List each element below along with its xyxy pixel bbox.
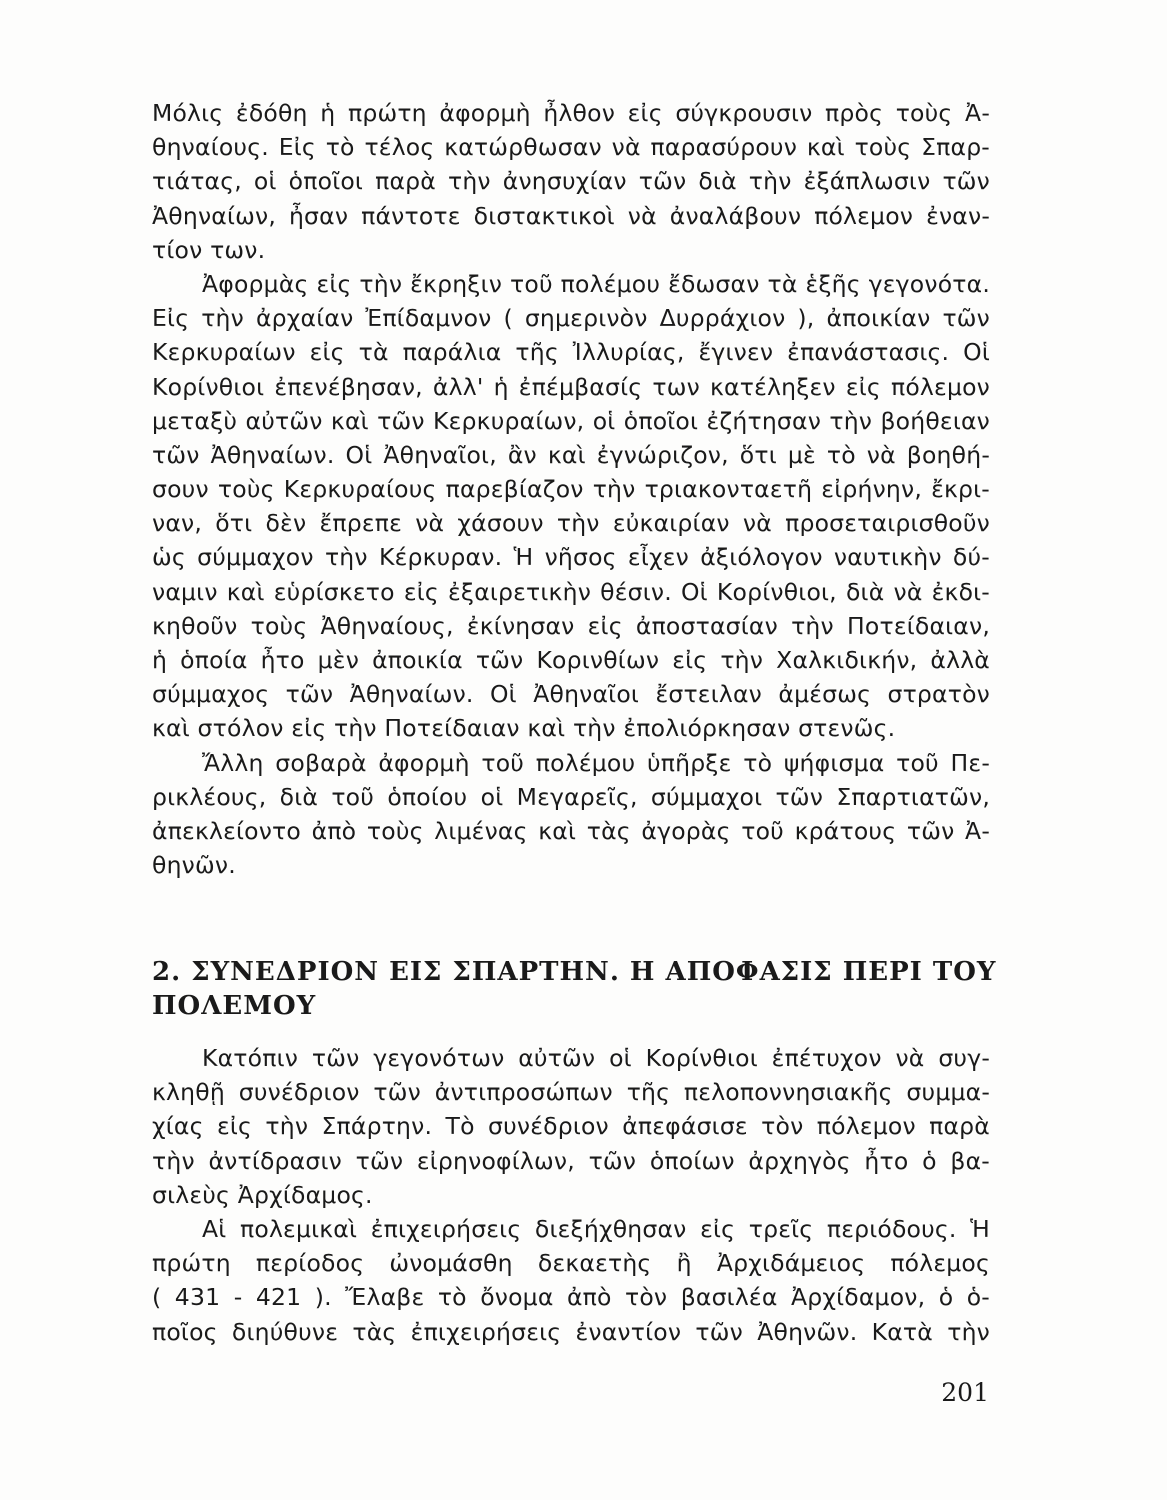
text-line: καὶ στόλον εἰς τὴν Ποτείδαιαν καὶ τὴν ἐπολιόρκησαν στενῶς. (152, 714, 896, 743)
text-line: ρικλέους, διὰ τοῦ ὁποίου οἱ Μεγαρεῖς, σύμμαχοι τῶν Σπαρτιατῶν, (152, 782, 990, 811)
text-line: θηνῶν. (152, 851, 236, 880)
page-number: 201 (941, 1378, 989, 1407)
text-line: τὴν ἀντίδρασιν τῶν εἰρηνοφίλων, τῶν ὁποίων ἀρχηγὸς ἦτο ὁ βα- (152, 1146, 990, 1175)
text-line: Εἰς τὴν ἀρχαίαν Ἐπίδαμνον ( σημερινὸν Δυρράχιον ), ἀποικίαν τῶν (152, 304, 990, 333)
text-line: σιλεὺς Ἀρχίδαμος. (152, 1180, 373, 1209)
text-line: τῶν Ἀθηναίων. Οἱ Ἀθηναῖοι, ἂν καὶ ἐγνώριζον, ὅτι μὲ τὸ νὰ βοηθή- (152, 440, 990, 469)
text-line: πρώτη περίοδος ὠνομάσθη δεκαετὴς ἢ Ἀρχιδάμειος πόλεμος (152, 1249, 990, 1278)
text-line: τιάτας, οἱ ὁποῖοι παρὰ τὴν ἀνησυχίαν τῶν διὰ τὴν ἐξάπλωσιν τῶν (152, 167, 990, 196)
text-line: ποῖος διηύθυνε τὰς ἐπιχειρήσεις ἐναντίον τῶν Ἀθηνῶν. Κατὰ τὴν (152, 1317, 990, 1346)
text-line: θηναίους. Εἰς τὸ τέλος κατώρθωσαν νὰ παρασύρουν καὶ τοὺς Σπαρ- (152, 133, 990, 162)
section-heading (152, 955, 997, 1023)
text-line: Κερκυραίων εἰς τὰ παράλια τῆς Ἰλλυρίας, ἔγινεν ἐπανάστασις. Οἱ (152, 338, 990, 367)
text-line: ναν, ὅτι δὲν ἔπρεπε νὰ χάσουν τὴν εὐκαιρίαν νὰ προσεταιρισθοῦν (152, 509, 990, 538)
text-line: κληθῇ συνέδριον τῶν ἀντιπροσώπων τῆς πελοποννησιακῆς συμμα- (152, 1078, 990, 1107)
text-line: χίας εἰς τὴν Σπάρτην. Τὸ συνέδριον ἀπεφάσισε τὸν πόλεμον παρὰ (152, 1112, 990, 1141)
text-line: σουν τοὺς Κερκυραίους παρεβίαζον τὴν τριακονταετῆ εἰρήνην, ἔκρι- (152, 475, 990, 504)
text-line: Αἱ πολεμικαὶ ἐπιχειρήσεις διεξήχθησαν εἰς τρεῖς περιόδους. Ἡ (202, 1214, 990, 1243)
heading-line: ΠΟΛΕΜΟΥ (152, 991, 317, 1021)
text-line: ἡ ὁποία ἦτο μὲν ἀποικία τῶν Κορινθίων εἰς τὴν Χαλκιδικήν, ἀλλὰ (152, 646, 990, 674)
text-line: τίον των. (152, 235, 266, 264)
text-line: σύμμαχος τῶν Ἀθηναίων. Οἱ Ἀθηναῖοι ἔστειλαν ἀμέσως στρατὸν (152, 680, 990, 709)
text-line: Μόλις ἐδόθη ἡ πρώτη ἀφορμὴ ἦλθον εἰς σύγκρουσιν πρὸς τοὺς Ἀ- (152, 99, 990, 127)
text-line: ἀπεκλείοντο ἀπὸ τοὺς λιμένας καὶ τὰς ἀγορὰς τοῦ κράτους τῶν Ἀ- (152, 816, 990, 845)
text-line: Ἀφορμὰς εἰς τὴν ἔκρηξιν τοῦ πολέμου ἔδωσαν τὰ ἑξῆς γεγονότα. (202, 269, 990, 298)
heading-line: 2. ΣΥΝΕΔΡΙΟΝ ΕΙΣ ΣΠΑΡΤΗΝ. Η ΑΠΟΦΑΣΙΣ ΠΕΡΙ ΤΟΥ (152, 957, 997, 987)
text-line: κηθοῦν τοὺς Ἀθηναίους, ἐκίνησαν εἰς ἀποστασίαν τὴν Ποτείδαιαν, (152, 611, 990, 640)
text-line: Κορίνθιοι ἐπενέβησαν, ἀλλ' ἡ ἐπέμβασίς των κατέληξεν εἰς πόλεμον (152, 372, 990, 401)
text-line: ( 431 - 421 ). Ἔλαβε τὸ ὄνομα ἀπὸ τὸν βασιλέα Ἀρχίδαμον, ὁ ὁ- (152, 1283, 990, 1312)
section-2-text (152, 1041, 990, 1349)
text-line: Κατόπιν τῶν γεγονότων αὐτῶν οἱ Κορίνθιοι ἐπέτυχον νὰ συγ- (202, 1044, 990, 1072)
text-line: Ἀθηναίων, ἦσαν πάντοτε διστακτικοὶ νὰ ἀναλάβουν πόλεμον ἐναν- (152, 201, 990, 230)
text-line: μεταξὺ αὐτῶν καὶ τῶν Κερκυραίων, οἱ ὁποῖοι ἐζήτησαν τὴν βοήθειαν (152, 406, 990, 435)
text-line: ὡς σύμμαχον τὴν Κέρκυραν. Ἡ νῆσος εἶχεν ἀξιόλογον ναυτικὴν δύ- (152, 543, 990, 572)
section-1-text (152, 96, 990, 882)
text-line: Ἄλλη σοβαρὰ ἀφορμὴ τοῦ πολέμου ὑπῆρξε τὸ ψήφισμα τοῦ Πε- (202, 748, 990, 777)
text-line: ναμιν καὶ εὑρίσκετο εἰς ἐξαιρετικὴν θέσιν. Οἱ Κορίνθιοι, διὰ νὰ ἐκδι- (152, 577, 990, 606)
